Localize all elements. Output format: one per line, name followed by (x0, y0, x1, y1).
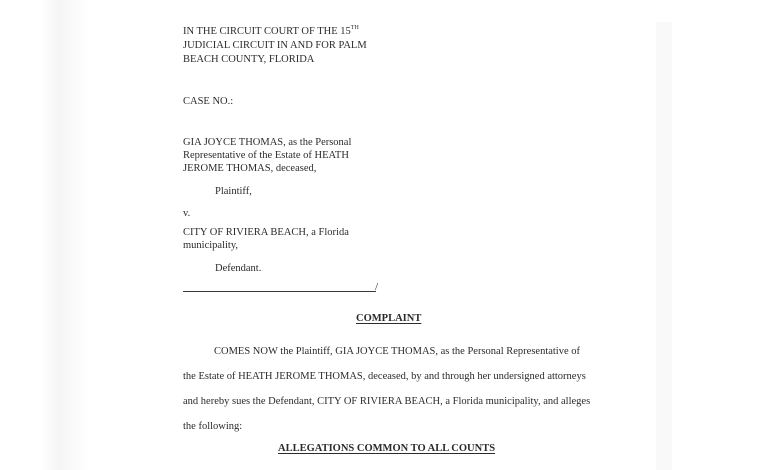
document-title: COMPLAINT (356, 313, 422, 324)
plaintiff-role: Plaintiff, (215, 186, 252, 197)
caption-divider-slash: / (375, 281, 379, 293)
court-caption-line-2: JUDICIAL CIRCUIT IN AND FOR PALM (183, 40, 367, 51)
plaintiff-line-1: GIA JOYCE THOMAS, as the Personal (183, 137, 352, 148)
intro-paragraph-line-1: COMES NOW the Plaintiff, GIA JOYCE THOMAS, as the Personal Representative of (214, 346, 581, 357)
defendant-line-2: municipality, (183, 240, 239, 251)
defendant-line-1: CITY OF RIVIERA BEACH, a Florida (183, 227, 349, 238)
versus-label: v. (183, 208, 191, 219)
caption-divider-line (183, 291, 376, 292)
section-heading: ALLEGATIONS COMMON TO ALL COUNTS (278, 443, 496, 454)
court-caption-line-1-text: IN THE CIRCUIT COURT OF THE 15 (183, 26, 351, 37)
court-caption-line-3: BEACH COUNTY, FLORIDA (183, 54, 315, 65)
court-caption-superscript: TH (350, 25, 359, 31)
defendant-role: Defendant. (215, 263, 262, 274)
intro-paragraph-line-3: and hereby sues the Defendant, CITY OF RIVIERA BEACH, a Florida municipality, and alleges (183, 396, 591, 407)
plaintiff-line-3: JEROME THOMAS, deceased, (183, 163, 317, 174)
intro-paragraph-line-2: the Estate of HEATH JEROME THOMAS, deceased, by and through her undersigned attorneys (183, 371, 586, 382)
court-caption-line-1 (183, 26, 359, 39)
plaintiff-line-2: Representative of the Estate of HEATH (183, 150, 349, 161)
intro-paragraph-line-4: the following: (183, 421, 243, 432)
case-number-label: CASE NO.: (183, 96, 234, 107)
